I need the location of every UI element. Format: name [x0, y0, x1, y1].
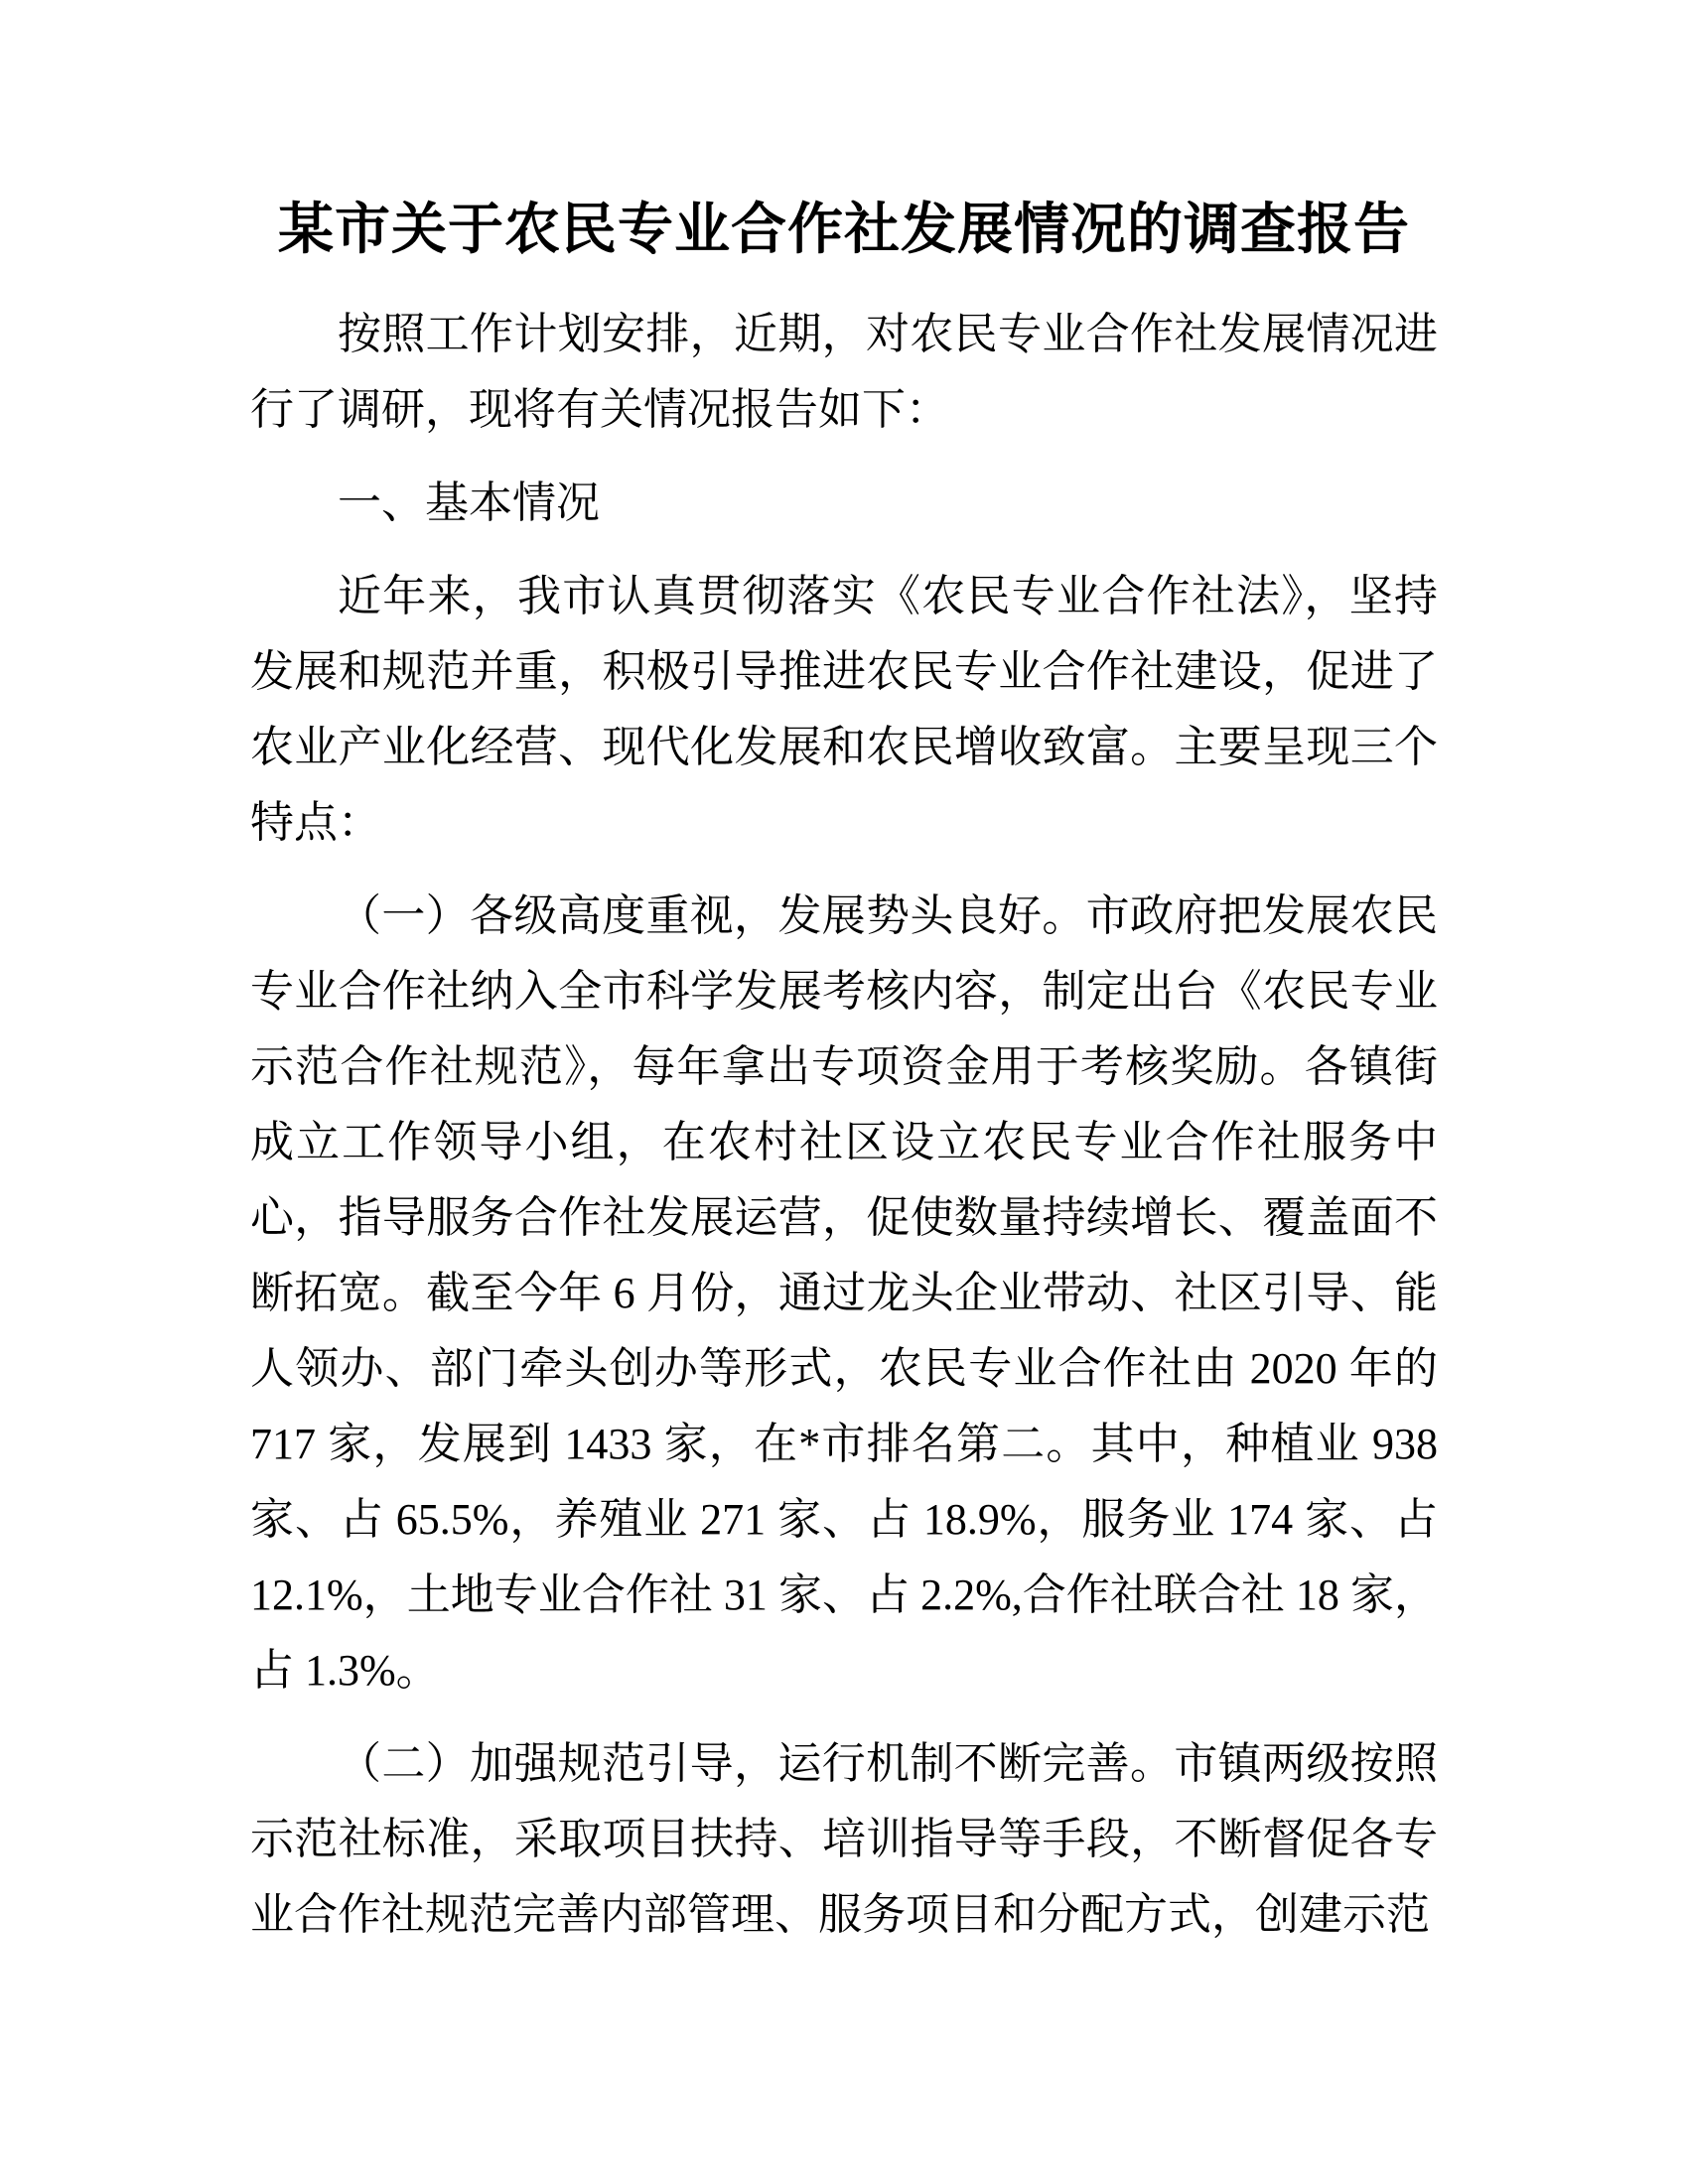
- paragraph-point-1: （一）各级高度重视，发展势头良好。市政府把发展农民专业合作社纳入全市科学发展考核内容，制定出台《农民专业示范合作社规范》，每年拿出专项资金用于考核奖励。各镇街成立工作领导小组，在农村社区设立农民专业合作社服务中心，指导服务合作社发展运营，促使数量持续增长、覆盖面不断拓宽。截至今年 6 月份，通过龙头企业带动、社区引导、能人领办、部门牵头创办等形式，农民专业合作社由 2020 年的 717 家，发展到 1433 家，在*市排名第二。其中，种植业 938 家、占 65.5%，养殖业 271 家、占 18.9%，服务业 174 家、占 12.1%，土地专业合作社 31 家、占 2.2%,合作社联合社 18 家，占 1.3%。: [250, 891, 1438, 1696]
- paragraph-point-2: （二）加强规范引导，运行机制不断完善。市镇两级按照示范社标准，采取项目扶持、培训指导等手段，不断督促各专业合作社规范完善内部管理、服务项目和分配方式，创建示范: [250, 1739, 1438, 1940]
- document-title: 某市关于农民专业合作社发展情况的调查报告: [278, 200, 1410, 261]
- paragraph-overview: 近年来，我市认真贯彻落实《农民专业合作社法》，坚持发展和规范并重，积极引导推进农民专业合作社建设，促进了农业产业化经营、现代化发展和农民增收致富。主要呈现三个特点：: [250, 572, 1438, 848]
- heading-section-1: 一、基本情况: [338, 478, 600, 528]
- paragraph-intro: 按照工作计划安排，近期，对农民专业合作社发展情况进行了调研，现将有关情况报告如下：: [250, 310, 1438, 435]
